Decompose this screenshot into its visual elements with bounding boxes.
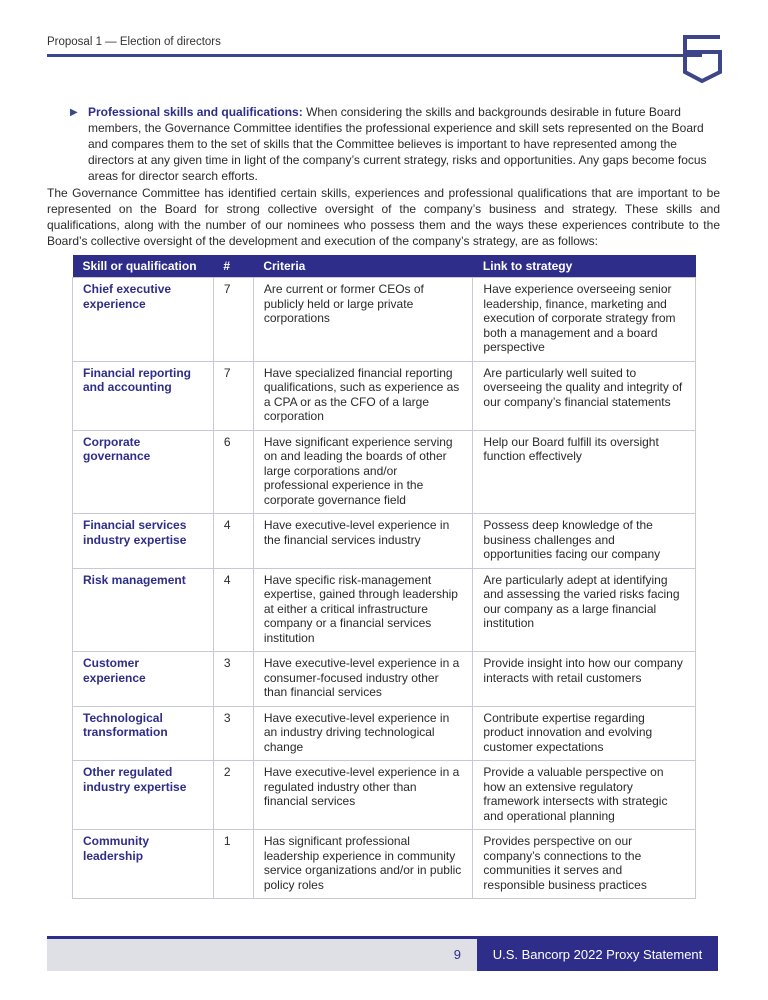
- link-cell: Are particularly well suited to overseeing the quality and integrity of our company’s financial statements: [473, 361, 696, 430]
- col-skill: Skill or qualification: [73, 255, 214, 278]
- criteria-cell: Have significant experience serving on and leading the boards of other large corporations and/or professional experience in the corporate governance field: [253, 430, 473, 514]
- criteria-cell: Have specific risk-management expertise, gained through leadership at either a critical infrastructure company or a financial services institution: [253, 568, 473, 652]
- col-link: Link to strategy: [473, 255, 696, 278]
- criteria-cell: Have executive-level experience in an industry driving technological change: [253, 706, 473, 761]
- criteria-cell: Have executive-level experience in a consumer-focused industry other than financial services: [253, 652, 473, 707]
- col-criteria: Criteria: [253, 255, 473, 278]
- col-count: #: [213, 255, 253, 278]
- criteria-cell: Are current or former CEOs of publicly held or large private corporations: [253, 278, 473, 362]
- criteria-cell: Have executive-level experience in a regulated industry other than financial services: [253, 761, 473, 830]
- triangle-bullet-icon: ▶: [70, 107, 78, 118]
- count-cell: 4: [213, 568, 253, 652]
- table-row: [73, 761, 696, 830]
- footer: [47, 936, 718, 971]
- page-number: 9: [453, 947, 461, 962]
- count-cell: 7: [213, 278, 253, 362]
- criteria-cell: Have specialized financial reporting qualifications, such as experience as a CPA or as the CFO of a large corporation: [253, 361, 473, 430]
- table-row: [73, 430, 696, 514]
- skill-cell: Customer experience: [73, 652, 214, 707]
- skill-cell: Risk management: [73, 568, 214, 652]
- count-cell: 4: [213, 514, 253, 569]
- count-cell: 2: [213, 761, 253, 830]
- count-cell: 6: [213, 430, 253, 514]
- link-cell: Are particularly adept at identifying and assessing the varied risks facing our company as a large financial institution: [473, 568, 696, 652]
- header-rule: [47, 54, 702, 57]
- criteria-cell: Have executive-level experience in the financial services industry: [253, 514, 473, 569]
- criteria-cell: Has significant professional leadership experience in community service organizations and/or in public policy roles: [253, 830, 473, 899]
- count-cell: 3: [213, 652, 253, 707]
- link-cell: Have experience overseeing senior leadership, finance, marketing and execution of corporate strategy from both a management and a board perspective: [473, 278, 696, 362]
- link-cell: Possess deep knowledge of the business challenges and opportunities facing our company: [473, 514, 696, 569]
- count-cell: 1: [213, 830, 253, 899]
- skill-cell: Financial reporting and accounting: [73, 361, 214, 430]
- link-cell: Provide insight into how our company interacts with retail customers: [473, 652, 696, 707]
- link-cell: Help our Board fulfill its oversight function effectively: [473, 430, 696, 514]
- skill-cell: Other regulated industry expertise: [73, 761, 214, 830]
- skills-bullet: [70, 104, 720, 184]
- count-cell: 7: [213, 361, 253, 430]
- table-row: [73, 361, 696, 430]
- bullet-lead: Professional skills and qualifications:: [88, 105, 303, 119]
- skill-cell: Chief executive experience: [73, 278, 214, 362]
- table-row: [73, 278, 696, 362]
- skill-cell: Community leadership: [73, 830, 214, 899]
- link-cell: Provide a valuable perspective on how an extensive regulatory framework intersects with strategic and operational planning: [473, 761, 696, 830]
- table-row: [73, 652, 696, 707]
- intro-paragraph: The Governance Committee has identified certain skills, experiences and professional qualifications that are important to be represented on the Board for strong collective oversight of the company’s business and strategy. These skills and qualifications, along with the number of our nominees who possess them and the ways these experiences contribute to the Board’s collective oversight of the development and execution of the company’s strategy, are as follows:: [47, 186, 720, 248]
- table-row: [73, 568, 696, 652]
- skill-cell: Corporate governance: [73, 430, 214, 514]
- table-row: [73, 514, 696, 569]
- skill-cell: Financial services industry expertise: [73, 514, 214, 569]
- shield-logo-icon: [682, 34, 722, 84]
- skills-table: [72, 255, 696, 899]
- skill-cell: Technological transformation: [73, 706, 214, 761]
- table-row: [73, 706, 696, 761]
- table-header-row: [73, 255, 696, 278]
- count-cell: 3: [213, 706, 253, 761]
- table-row: [73, 830, 696, 899]
- link-cell: Provides perspective on our company’s connections to the communities it serves and responsible business practices: [473, 830, 696, 899]
- section-header: Proposal 1 — Election of directors: [47, 36, 221, 48]
- document-title: U.S. Bancorp 2022 Proxy Statement: [477, 939, 718, 971]
- bullet-text: When considering the skills and backgrounds desirable in future Board members, the Governance Committee identifies the professional experience and skill sets represented on the Board and compares them to the set of skills that the Committee believes is important to have represented among the directors at any given time in light of the company’s current strategy, risks and opportunities. Any gaps become focus areas for director search efforts.: [88, 105, 707, 183]
- link-cell: Contribute expertise regarding product innovation and evolving customer expectations: [473, 706, 696, 761]
